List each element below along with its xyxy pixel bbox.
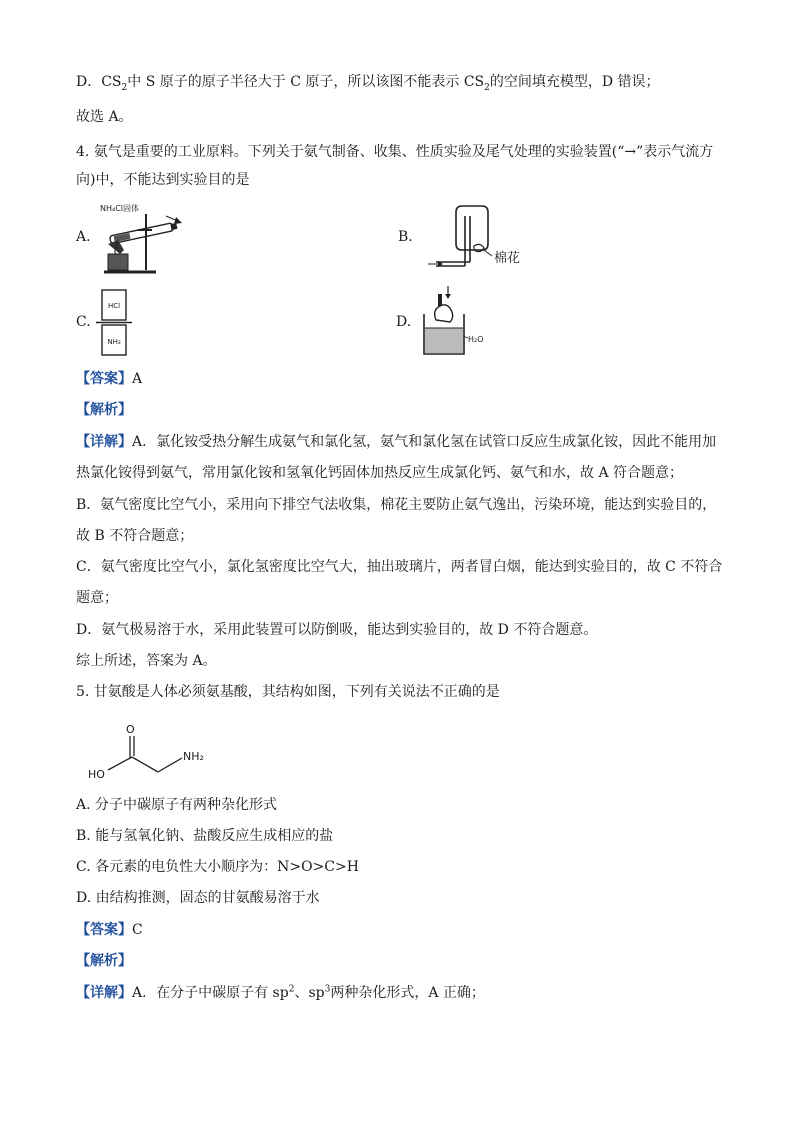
choose-answer-line: 故选 A。 bbox=[76, 109, 133, 125]
q5-analysis-title: 【解析】 bbox=[76, 953, 132, 969]
glycine-structure-figure bbox=[86, 722, 216, 786]
q4-detail-line: 故 B 不符合题意； bbox=[76, 528, 194, 544]
q4-detail-line: B．氨气密度比空气小，采用向下排空气法收集，棉花主要防止氨气逸出，污染环境，能达到实验目的， bbox=[76, 497, 717, 513]
hcl-label: HCl bbox=[107, 302, 121, 310]
q4-detail-line: 题意； bbox=[76, 590, 118, 606]
option-a-label: A. bbox=[76, 229, 91, 245]
q5-option-c: C. 各元素的电负性大小顺序为：N>O>C>H bbox=[76, 859, 359, 875]
option-d-label: D. bbox=[396, 314, 412, 330]
q4-detail-line: C．氨气密度比空气小，氯化氢密度比空气大，抽出玻璃片，两者冒白烟，能达到实验目的，故 C 不符合 bbox=[76, 559, 723, 575]
question-4-stem-line1: 4. 氨气是重要的工业原料。下列关于氨气制备、收集、性质实验及尾气处理的实验装置(“→”表示气流方 bbox=[76, 144, 714, 160]
cotton-label: 棉花 bbox=[494, 251, 521, 266]
q5-option-d: D. 由结构推测，固态的甘氨酸易溶于水 bbox=[76, 890, 320, 906]
q5-answer: 【答案】C bbox=[76, 922, 143, 938]
q4-analysis-title: 【解析】 bbox=[76, 402, 132, 418]
q5-option-b: B. 能与氢氧化钠、盐酸反应生成相应的盐 bbox=[76, 828, 334, 844]
option-c-apparatus-figure bbox=[94, 288, 134, 358]
option-c-label: C. bbox=[76, 314, 91, 330]
q5-option-a: A. 分子中碳原子有两种杂化形式 bbox=[76, 797, 278, 813]
option-b-label: B. bbox=[398, 229, 413, 245]
q4-detail-line: 综上所述，答案为 A。 bbox=[76, 653, 217, 669]
option-d-apparatus-figure bbox=[416, 284, 490, 358]
nh3-label: NH₃ bbox=[107, 338, 121, 346]
q4-detail-line: 热氯化铵得到氨气，常用氯化铵和氢氧化钙固体加热反应生成氯化钙、氨气和水，故 A 符合题意； bbox=[76, 465, 684, 481]
oxygen-label: O bbox=[126, 723, 135, 736]
amino-label: NH₂ bbox=[183, 750, 204, 763]
q4-detail-line: 【详解】A．氯化铵受热分解生成氨气和氯化氢，氨气和氯化氢在试管口反应生成氯化铵，因此不能用加 bbox=[76, 434, 717, 450]
q5-detail-line: 【详解】A．在分子中碳原子有 $sp^2$、$sp^3$两种杂化形式，A 正确； bbox=[76, 984, 485, 1001]
hydroxyl-label: HO bbox=[88, 768, 105, 781]
q4-detail-line: D．氨气极易溶于水，采用此装置可以防倒吸，能达到实验目的，故 D 不符合题意。 bbox=[76, 622, 598, 638]
q4-answer: 【答案】A bbox=[76, 371, 143, 387]
nh4cl-label: NH₄Cl固体 bbox=[100, 204, 140, 213]
option-a-apparatus-figure bbox=[94, 200, 186, 278]
h2o-label: H₂O bbox=[468, 335, 484, 344]
option-d-explanation: D．$CS_2$中 S 原子的原子半径大于 C 原子，所以该图不能表示 $CS_2$的空间填充模型，D 错误； bbox=[76, 74, 660, 93]
question-4-stem-line2: 向)中，不能达到实验目的是 bbox=[76, 172, 250, 188]
question-5-stem: 5. 甘氨酸是人体必须氨基酸，其结构如图，下列有关说法不正确的是 bbox=[76, 684, 500, 700]
option-b-apparatus-figure bbox=[424, 202, 536, 274]
